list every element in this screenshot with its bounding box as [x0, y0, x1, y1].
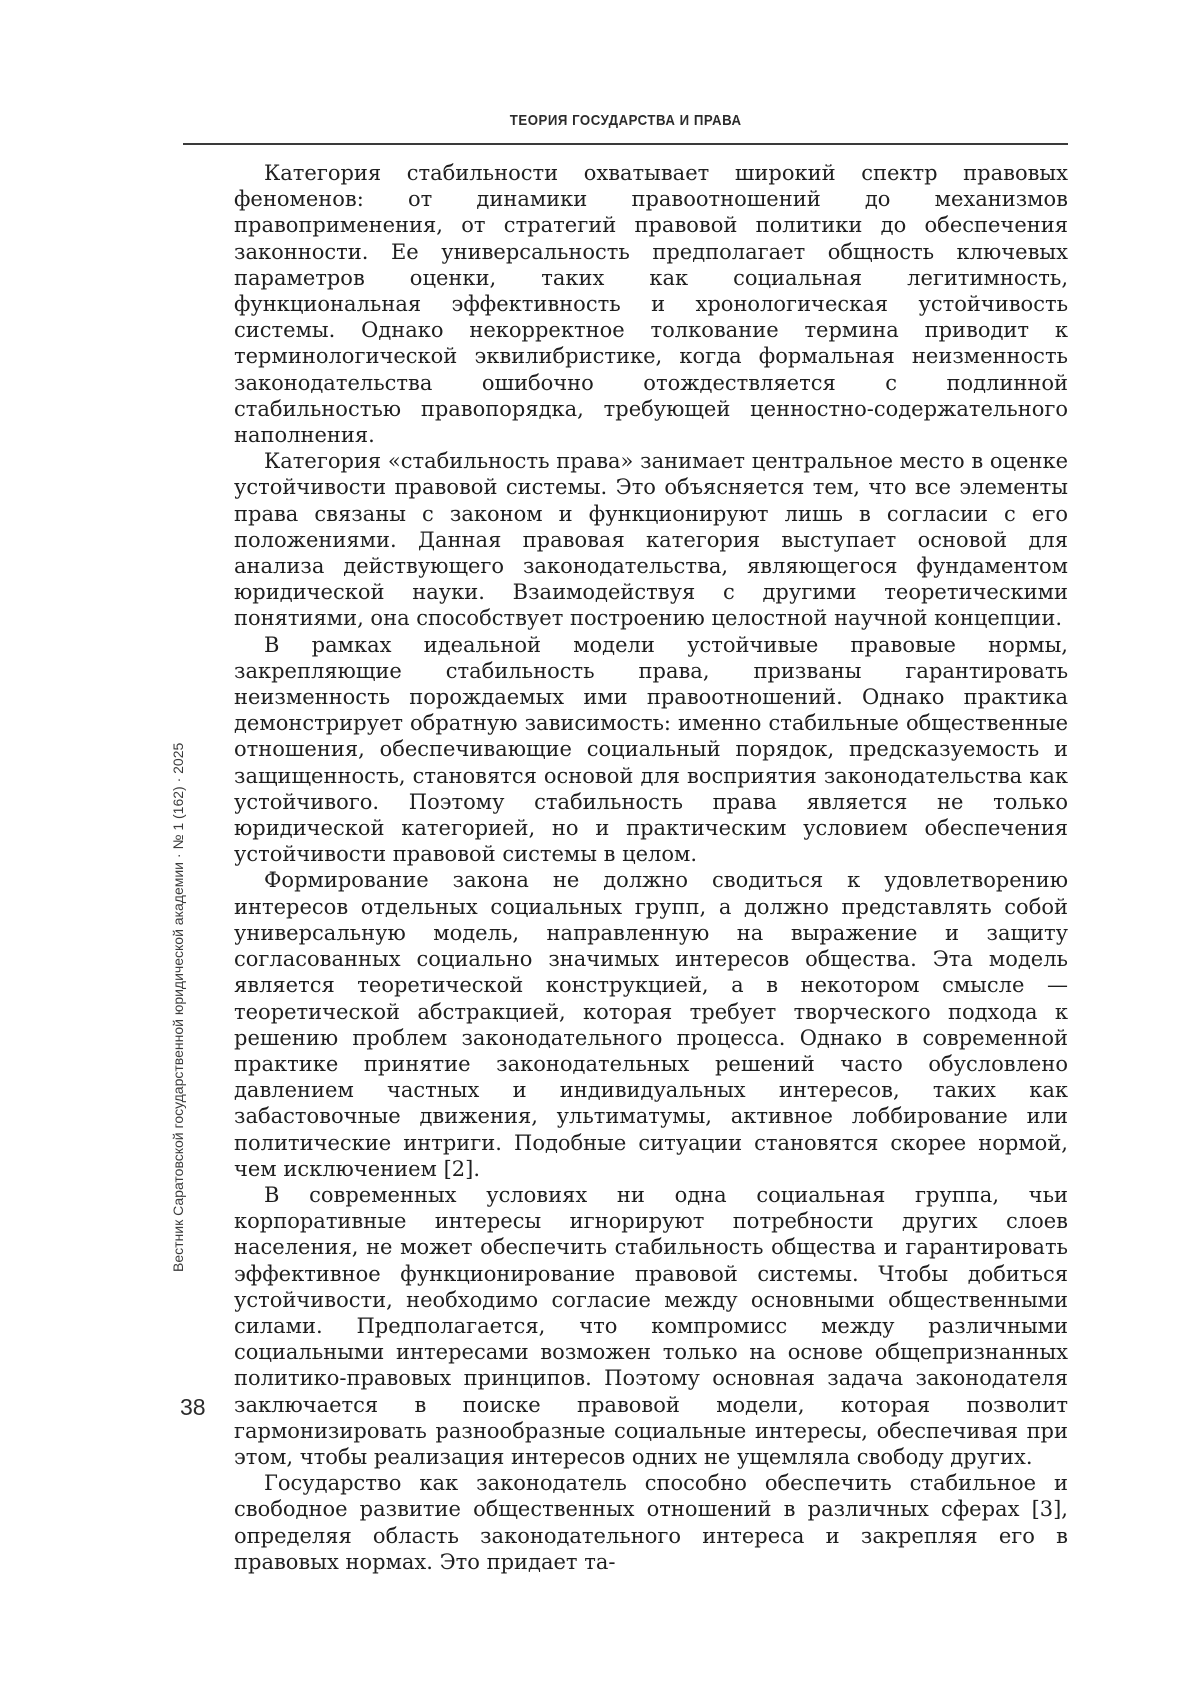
- article-paragraph: Категория стабильности охватывает широкий спектр правовых феноменов: от динамики правоотношений до механизмов правоприменения, от стратегий правовой политики до обеспечения законности. Ее универсальность предполагает общность ключевых параметров оценки, таких как социальная легитимность, функциональная эффективность и хронологическая устойчивость системы. Однако некорректное толкование термина приводит к терминологической эквилибристике, когда формальная неизменность законодательства ошибочно отождествляется с подлинной стабильностью правопорядка, требующей ценностно-содержательного наполнения.: [234, 161, 1068, 448]
- article-paragraph: Формирование закона не должно сводиться к удовлетворению интересов отдельных социальных групп, а должно представлять собой универсальную модель, направленную на выражение и защиту согласованных социально значимых интересов общества. Эта модель является теоретической конструкцией, а в некотором смысле — теоретической абстракцией, которая требует творческого подхода к решению проблем законодательного процесса. Однако в современной практике принятие законодательных решений часто обусловлено давлением частных и индивидуальных интересов, таких как забастовочные движения, ультиматумы, активное лоббирование или политические интриги. Подобные ситуации становятся скорее нормой, чем исключением [2].: [234, 868, 1068, 1181]
- header-divider: [183, 143, 1068, 145]
- section-title: ТЕОРИЯ ГОСУДАРСТВА И ПРАВА: [509, 112, 742, 129]
- article-paragraph: В рамках идеальной модели устойчивые правовые нормы, закрепляющие стабильность права, призваны гарантировать неизменность порождаемых ими правоотношений. Однако практика демонстрирует обратную зависимость: именно стабильные общественные отношения, обеспечивающие социальный порядок, предсказуемость и защищенность, становятся основой для восприятия законодательства как устойчивого. Поэтому стабильность права является не только юридической категорией, но и практическим условием обеспечения устойчивости правовой системы в целом.: [234, 632, 1068, 867]
- page-number: 38: [180, 1394, 206, 1420]
- article-paragraph: В современных условиях ни одна социальная группа, чьи корпоративные интересы игнорируют потребности других слоев населения, не может обеспечить стабильность общества и гарантировать эффективное функционирование правовой системы. Чтобы добиться устойчивости, необходимо согласие между основными общественными силами. Предполагается, что компромисс между различными социальными интересами возможен только на основе общепризнанных политико-правовых принципов. Поэтому основная задача законодателя заключается в поиске правовой модели, которая позволит гармонизировать разнообразные социальные интересы, обеспечивая при этом, чтобы реализация интересов одних не ущемляла свободу других.: [234, 1182, 1068, 1469]
- section-header: [183, 112, 1068, 129]
- journal-sidebar-caption: Вестник Саратовской государственной юридической академии · № 1 (162) · 2025: [170, 742, 186, 1272]
- article-body: [234, 160, 1068, 1575]
- article-paragraph: Категория «стабильность права» занимает центральное место в оценке устойчивости правовой системы. Это объясняется тем, что все элементы права связаны с законом и функционируют лишь в согласии с его положениями. Данная правовая категория выступает основой для анализа действующего законодательства, являющегося фундаментом юридической науки. Взаимодействуя с другими теоретическими понятиями, она способствует построению целостной научной концепции.: [234, 449, 1068, 631]
- article-paragraph: Государство как законодатель способно обеспечить стабильное и свободное развитие общественных отношений в различных сферах [3], определяя область законодательного интереса и закрепляя его в правовых нормах. Это придает та-: [234, 1471, 1068, 1574]
